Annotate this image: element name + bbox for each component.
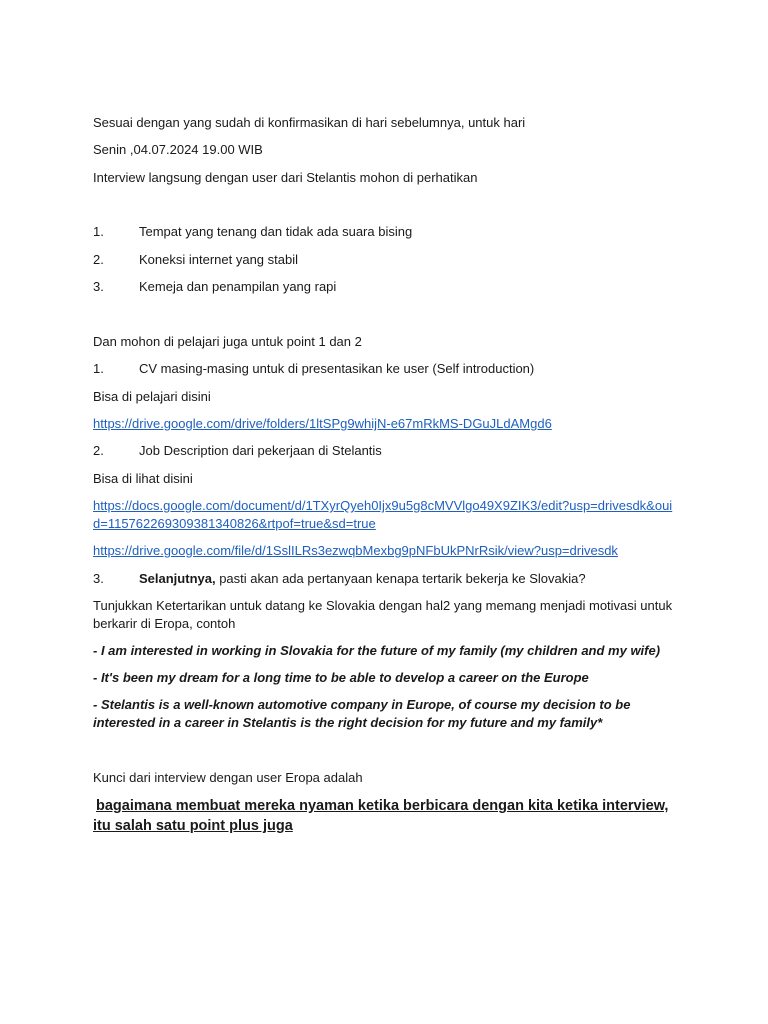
example-2: - It's been my dream for a long time to be able to develop a career on the Europe bbox=[93, 670, 589, 685]
study-num-3: 3. bbox=[93, 571, 104, 586]
checklist-num-3: 3. bbox=[93, 279, 104, 294]
job-description-doc-link[interactable]: https://docs.google.com/document/d/1TXyrQyeh0Ijx9u5g8cMVVlgo49X9ZIK3/edit?usp=drivesdk&ouid=115762269309381340826&rtpof=true&sd=true bbox=[93, 498, 673, 531]
closing-statement: bagaimana membuat mereka nyaman ketika berbicara dengan kita ketika interview, itu salah satu point plus juga bbox=[93, 798, 669, 834]
study-item-1: CV masing-masing untuk di presentasikan ke user (Self introduction) bbox=[139, 361, 535, 376]
study-item-3-text: pasti akan ada pertanyaan kenapa tertarik bekerja ke Slovakia? bbox=[215, 571, 586, 586]
study-num-2: 2. bbox=[93, 443, 104, 458]
study-intro: Dan mohon di pelajari juga untuk point 1 dan 2 bbox=[93, 334, 362, 349]
cv-folder-link[interactable]: https://drive.google.com/drive/folders/1ltSPg9whijN-e67mRkMS-DGuJLdAMgd6 bbox=[93, 416, 552, 431]
job-description-file-link[interactable]: https://drive.google.com/file/d/1SslILRs3ezwqbMexbg9pNFbUkPNrRsik/view?usp=drivesdk bbox=[93, 543, 618, 558]
study-item-2: Job Description dari pekerjaan di Stelantis bbox=[139, 443, 382, 458]
intro-line-3: Interview langsung dengan user dari Stelantis mohon di perhatikan bbox=[93, 170, 478, 185]
study-num-1: 1. bbox=[93, 361, 104, 376]
study-item-3 bbox=[139, 570, 586, 588]
study-item-2-note: Bisa di lihat disini bbox=[93, 471, 193, 486]
checklist-num-2: 2. bbox=[93, 252, 104, 267]
study-item-3-bold: Selanjutnya, bbox=[139, 571, 216, 586]
study-item-1-note: Bisa di pelajari disini bbox=[93, 389, 211, 404]
intro-line-2: Senin ,04.07.2024 19.00 WIB bbox=[93, 142, 263, 157]
example-3: - Stelantis is a well-known automotive company in Europe, of course my decision to be interested in a career in Stelantis is the right decision for my future and my family* bbox=[93, 697, 631, 730]
key-intro: Kunci dari interview dengan user Eropa adalah bbox=[93, 770, 363, 785]
checklist-num-1: 1. bbox=[93, 224, 104, 239]
checklist-item-2: Koneksi internet yang stabil bbox=[139, 252, 298, 267]
checklist-item-1: Tempat yang tenang dan tidak ada suara bising bbox=[139, 224, 413, 239]
checklist-item-3: Kemeja dan penampilan yang rapi bbox=[139, 279, 337, 294]
intro-line-1: Sesuai dengan yang sudah di konfirmasikan di hari sebelumnya, untuk hari bbox=[93, 115, 526, 130]
motivation-intro: Tunjukkan Ketertarikan untuk datang ke Slovakia dengan hal2 yang memang menjadi motivasi untuk berkarir di Eropa, contoh bbox=[93, 598, 673, 631]
example-1: - I am interested in working in Slovakia for the future of my family (my children and my wife) bbox=[93, 643, 661, 658]
